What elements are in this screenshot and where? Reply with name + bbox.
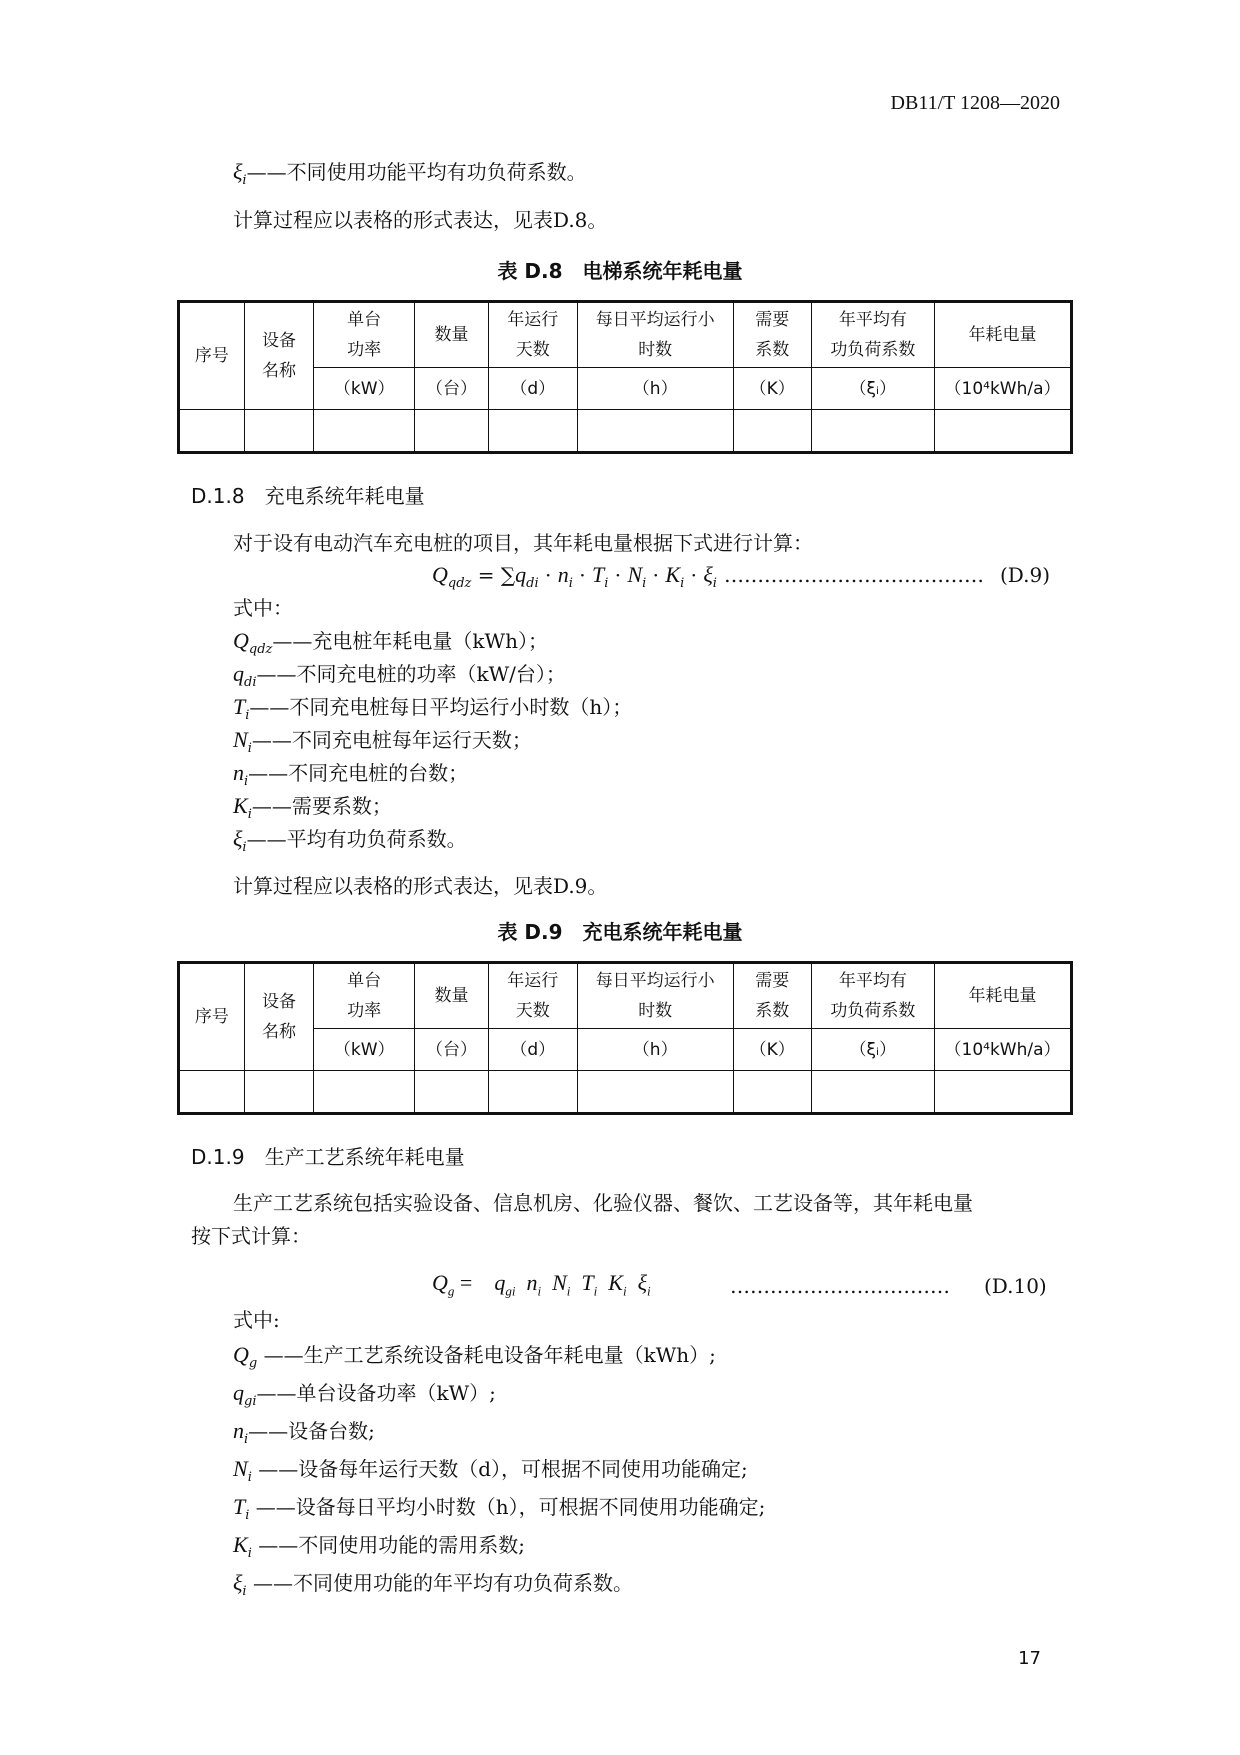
xi-description: ——不同使用功能平均有功负荷系数。 (246, 160, 587, 184)
def-ti: $T_i——$不同充电桩每日平均运行小时数（h）； (233, 694, 633, 723)
header-serial: 序号 (179, 302, 245, 410)
def-qdi: $q_{di}——$不同充电桩的功率（kW/台）； (233, 661, 566, 690)
unit-power: （kW） (314, 1029, 415, 1071)
table-d8 (177, 300, 1073, 454)
header-device-name: 设备 名称 (244, 963, 314, 1071)
document-code-header: DB11/T 1208—2020 (890, 92, 1060, 114)
symbol-xi: ξ (233, 159, 243, 184)
formula-d9-tag: (D.9) (1000, 563, 1051, 587)
header-unit-power: 单台 功率 (314, 963, 415, 1029)
unit-energy: （10⁴kWh/a） (935, 368, 1072, 410)
def-ti-d10: $T_i$ ——设备每日平均小时数（h），可根据不同使用功能确定; (233, 1494, 766, 1523)
header-daily-hours: 每日平均运行小 时数 (577, 963, 733, 1029)
unit-energy: （10⁴kWh/a） (935, 1029, 1072, 1071)
header-load-factor: 年平均有 功负荷系数 (811, 963, 934, 1029)
unit-k: （K） (733, 1029, 811, 1071)
unit-power: （kW） (314, 368, 415, 410)
formula-d9: $Q_{qdz} = \sum q_{di} \cdot n_i \cdot T_i \cdot N_i \cdot K_i \cdot \xi_i$ (432, 562, 717, 591)
section-d19-intro-line1: 生产工艺系统包括实验设备、信息机房、化验仪器、餐饮、工艺设备等，其年耗电量 (233, 1191, 973, 1215)
table-row-empty (179, 410, 1072, 453)
unit-days: （d） (488, 1029, 577, 1071)
header-demand-factor: 需要 系数 (733, 963, 811, 1029)
header-demand-factor: 需要 系数 (733, 302, 811, 368)
section-d19-title: D.1.9 生产工艺系统年耗电量 (191, 1145, 465, 1169)
symbol-xi-sub: i (242, 173, 247, 188)
def-ni-days-d10: $N_i$ ——设备每年运行天数（d），可根据不同使用功能确定; (233, 1456, 748, 1485)
header-annual-energy: 年耗电量 (935, 302, 1072, 368)
def-qqdz: $Q_{qdz}——$充电桩年耗电量（kWh）； (233, 628, 548, 657)
formula-d10: $Q_g$ = $q_{gi}$ $n_i$ $N_i$ $T_i$ $K_i$ $\xi_i$ (432, 1270, 651, 1299)
where-label-d9: 式中： (233, 596, 293, 620)
table-d9 (177, 961, 1073, 1115)
def-qg: $Q_g$ ——生产工艺系统设备耗电设备年耗电量（kWh）; (233, 1342, 716, 1371)
unit-days: （d） (488, 368, 577, 410)
def-ni-count-d10: $n_i——$设备台数; (233, 1418, 375, 1447)
calc-note-d9: 计算过程应以表格的形式表达，见表D.9。 (233, 874, 608, 898)
def-ki: $K_i——$需要系数； (233, 793, 392, 822)
section-d19-intro-line2: 按下式计算： (191, 1224, 311, 1248)
def-ni-count: $n_i——$不同充电桩的台数； (233, 760, 469, 789)
calc-note-d8: 计算过程应以表格的形式表达，见表D.8。 (233, 208, 608, 232)
table-d9-caption: 表 D.9 充电系统年耗电量 (497, 920, 743, 944)
header-annual-days: 年运行 天数 (488, 302, 577, 368)
def-ni-days: $N_i——$不同充电桩每年运行天数； (233, 727, 532, 756)
xi-definition (233, 158, 587, 195)
formula-d10-leader: …………………………… (730, 1274, 950, 1298)
def-xii: $\xi_i——$平均有功负荷系数。 (233, 826, 467, 855)
section-d18-intro: 对于设有电动汽车充电桩的项目，其年耗电量根据下式进行计算： (233, 531, 813, 555)
header-daily-hours: 每日平均运行小 时数 (577, 302, 733, 368)
unit-xi: （ξᵢ） (811, 368, 934, 410)
unit-xi: （ξᵢ） (811, 1029, 934, 1071)
header-serial: 序号 (179, 963, 245, 1071)
header-quantity: 数量 (415, 963, 489, 1029)
unit-hours: （h） (577, 1029, 733, 1071)
header-unit-power: 单台 功率 (314, 302, 415, 368)
where-label-d10: 式中: (233, 1308, 280, 1332)
table-row-empty (179, 1071, 1072, 1114)
unit-quantity: （台） (415, 368, 489, 410)
def-qgi: $q_{gi}——$单台设备功率（kW）; (233, 1380, 496, 1409)
header-annual-days: 年运行 天数 (488, 963, 577, 1029)
def-ki-d10: $K_i$ ——不同使用功能的需用系数; (233, 1532, 525, 1561)
unit-hours: （h） (577, 368, 733, 410)
unit-quantity: （台） (415, 1029, 489, 1071)
header-annual-energy: 年耗电量 (935, 963, 1072, 1029)
header-quantity: 数量 (415, 302, 489, 368)
formula-d9-leader: ………………………………… (724, 563, 984, 587)
header-device-name: 设备 名称 (244, 302, 314, 410)
unit-k: （K） (733, 368, 811, 410)
header-load-factor: 年平均有 功负荷系数 (811, 302, 934, 368)
page-number: 17 (1018, 1648, 1041, 1669)
formula-d10-tag: (D.10) (984, 1274, 1047, 1298)
def-xii-d10: $\xi_i$ ——不同使用功能的年平均有功负荷系数。 (233, 1570, 633, 1599)
table-d8-caption: 表 D.8 电梯系统年耗电量 (497, 259, 743, 283)
section-d18-title: D.1.8 充电系统年耗电量 (191, 484, 425, 508)
